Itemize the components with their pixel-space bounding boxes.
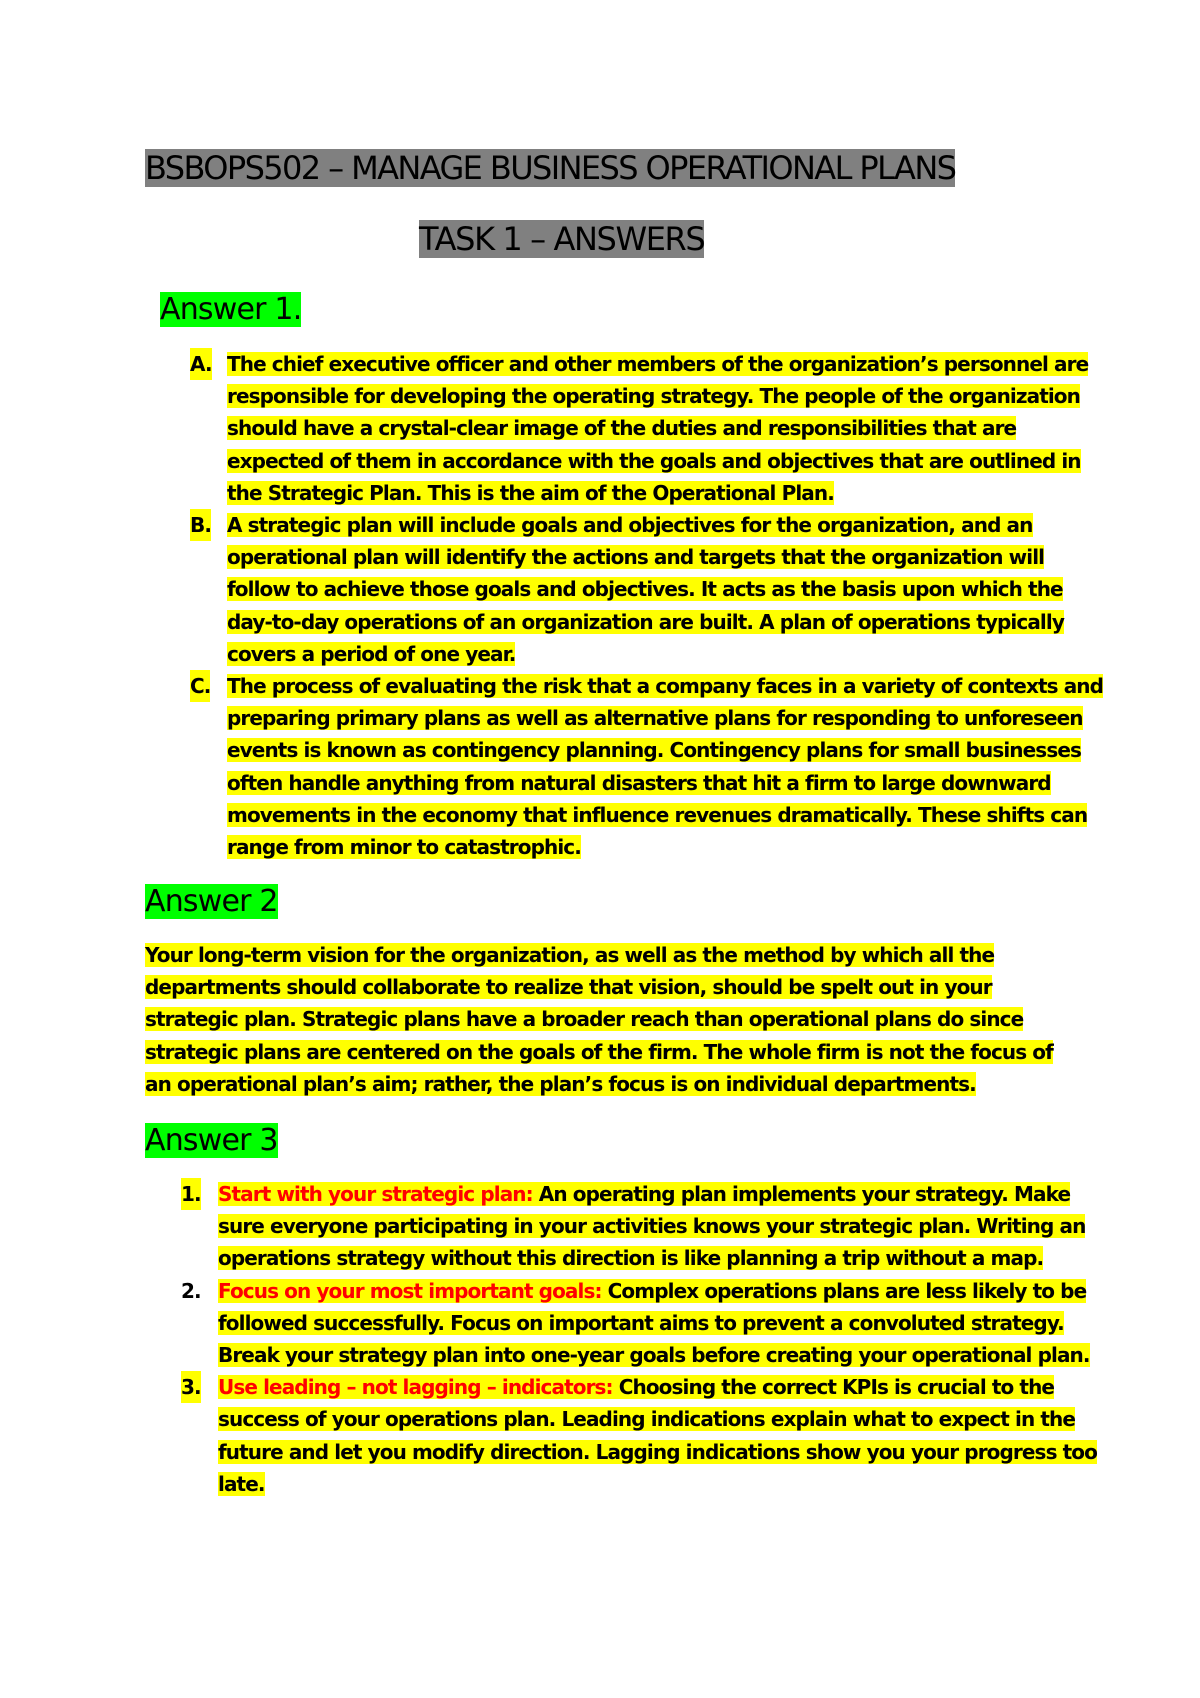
list-item: [181, 1371, 1098, 1500]
list-item-text: The process of evaluating the risk that a company faces in a variety of contexts and preparing primary plans as well as alternative plans for responding to unforeseen events is known as contingency planning. Contingency plans for small businesses often handle anything from natural disasters that hit a firm to large downward movements in the economy that influence revenues dramatically. These shifts can range from minor to catastrophic.: [227, 674, 1104, 860]
answer-3-heading: [145, 1117, 278, 1165]
document-title-text: BSBOPS502 – MANAGE BUSINESS OPERATIONAL PLANS: [145, 149, 956, 187]
list-item-lead: Start with your strategic plan:: [218, 1182, 533, 1206]
list-item-lead: Use leading – not lagging – indicators:: [218, 1375, 613, 1400]
list-item-lead: Focus on your most important goals:: [218, 1278, 602, 1303]
list-item-text: Complex operations plans are less likely to be followed successfully. Focus on important aims to prevent a convoluted strategy. Break your strategy plan into one-year goals before creating your operational plan.: [218, 1278, 1090, 1368]
document-subtitle: [419, 213, 704, 265]
answer-2-heading: [145, 878, 278, 926]
list-item: [181, 1178, 1098, 1275]
list-item-text: A strategic plan will include goals and objectives for the organization, and an operational plan will identify the actions and targets that the organization will follow to achieve those goals and objectives. It acts as the basis upon which the day-to-day operations of an organization are built. A plan of operations typically covers a period of one year.: [227, 513, 1064, 666]
answer-2-heading-text: Answer 2: [145, 884, 278, 919]
list-item-marker: C.: [190, 670, 210, 702]
list-item: [190, 509, 1107, 670]
answer-3-heading-text: Answer 3: [145, 1123, 278, 1158]
answer-1-heading: [160, 286, 301, 334]
answer-1-list: [190, 348, 1107, 863]
document-subtitle-text: TASK 1 – ANSWERS: [419, 220, 705, 258]
answer-2-text: Your long-term vision for the organization, as well as the method by which all the departments should collaborate to realize that vision, should be spelt out in your strategic plan. Strategic plans have a broader reach than operational plans do since strategic plans are centered on the goals of the firm. The whole firm is not the focus of an operational plan’s aim; rather, the plan’s focus is on individual departments.: [145, 943, 1053, 1096]
answer-2-paragraph: [145, 939, 1075, 1100]
list-item-text: The chief executive officer and other members of the organization’s personnel are responsible for developing the operating strategy. The people of the organization should have a crystal-clear image of the duties and responsibilities that are expected of them in accordance with the goals and objectives that are outlined in the Strategic Plan. This is the aim of the Operational Plan.: [227, 352, 1089, 505]
list-item: [190, 348, 1107, 509]
list-item-marker: A.: [190, 348, 212, 380]
list-item-marker: B.: [190, 509, 211, 541]
list-item-marker: 3.: [181, 1371, 201, 1403]
list-item-text: An operating plan implements your strategy. Make sure everyone participating in your activities knows your strategic plan. Writing an operations strategy without this direction is like planning a trip without a map.: [218, 1182, 1086, 1271]
list-item: [181, 1275, 1098, 1372]
list-item-text: Choosing the correct KPIs is crucial to the success of your operations plan. Leading indications explain what to expect in the future and let you modify direction. Lagging indications show you your progress too late.: [218, 1375, 1097, 1496]
document-title: [145, 142, 955, 194]
list-item: [190, 670, 1107, 863]
list-item-marker: 2.: [181, 1278, 201, 1303]
answer-3-list: [181, 1178, 1098, 1500]
list-item-marker: 1.: [181, 1178, 201, 1210]
answer-1-heading-text: Answer 1.: [160, 292, 302, 327]
